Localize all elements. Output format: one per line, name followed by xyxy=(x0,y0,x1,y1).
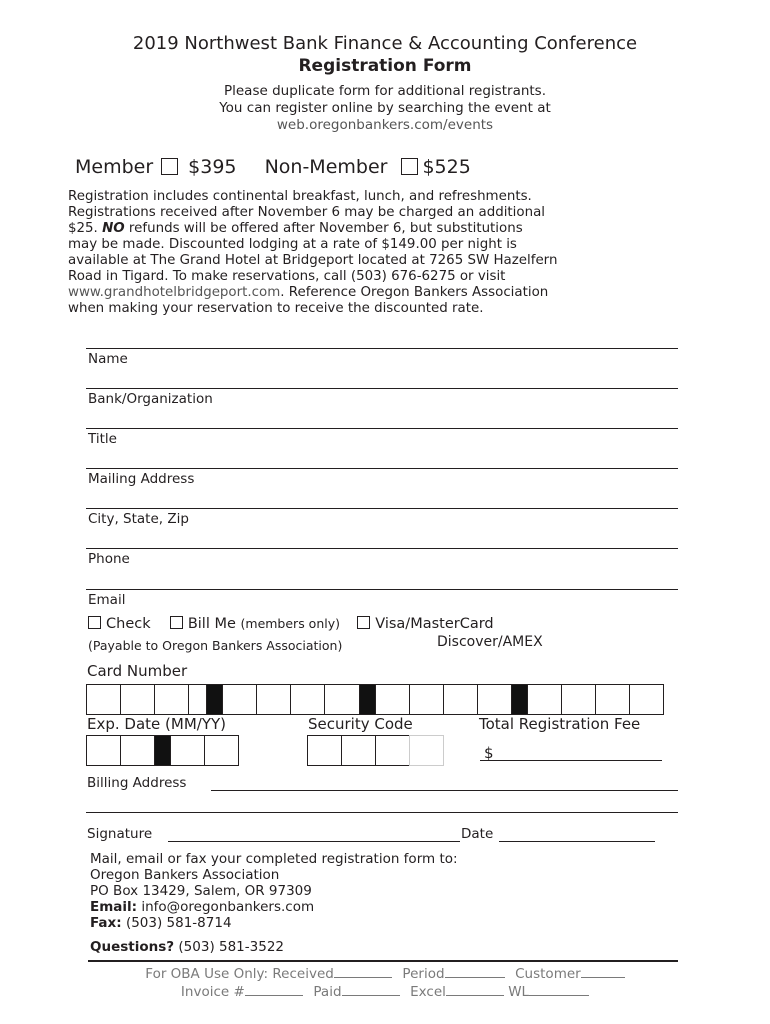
excel-blank[interactable] xyxy=(446,983,504,996)
received-label: Received xyxy=(272,966,334,982)
card-digit-box[interactable] xyxy=(561,684,596,715)
card-digit-box[interactable] xyxy=(256,684,291,715)
card-separator xyxy=(359,684,376,715)
info-text: refunds will be offered after November 6, but substitutions xyxy=(124,221,523,236)
billing-address-label: Billing Address xyxy=(87,775,187,791)
card-digit-box[interactable] xyxy=(527,684,562,715)
bank-label: Bank/Organization xyxy=(88,391,213,407)
excel-label: Excel xyxy=(410,984,446,1000)
phone-label: Phone xyxy=(88,551,130,567)
customer-label: Customer xyxy=(515,966,581,982)
hotel-link[interactable]: www.grandhotelbridgeport.com xyxy=(68,285,281,300)
pricing-row xyxy=(75,156,471,178)
email-field[interactable] xyxy=(86,589,678,590)
office-use-label: For OBA Use Only: xyxy=(145,966,269,982)
info-text: . Reference Oregon Bankers Association xyxy=(280,285,549,300)
info-line: available at The Grand Hotel at Bridgeport located at 7265 SW Hazelfern xyxy=(68,253,558,268)
exp-digit-box[interactable] xyxy=(204,735,239,766)
exp-date-label: Exp. Date (MM/YY) xyxy=(87,715,226,733)
invoice-label: Invoice # xyxy=(180,984,245,1000)
security-code-boxes[interactable] xyxy=(307,735,443,766)
paid-label: Paid xyxy=(313,984,342,1000)
questions-heading: Questions? xyxy=(90,939,175,955)
org-name: Oregon Bankers Association xyxy=(90,867,280,883)
security-digit-box[interactable] xyxy=(307,735,342,766)
exp-separator xyxy=(154,735,171,766)
total-fee-label: Total Registration Fee xyxy=(479,715,641,733)
wl-label: WL xyxy=(508,984,530,1000)
card-digit-box[interactable] xyxy=(595,684,630,715)
registration-info xyxy=(68,189,708,317)
address-label: Mailing Address xyxy=(88,471,195,487)
org-fax xyxy=(90,915,458,931)
total-fee-field[interactable] xyxy=(480,760,662,761)
card-separator xyxy=(511,684,528,715)
signature-field[interactable] xyxy=(168,841,460,842)
card-digit-box[interactable] xyxy=(188,684,207,715)
exp-date-boxes[interactable] xyxy=(86,735,238,766)
paid-blank[interactable] xyxy=(342,983,400,996)
period-blank[interactable] xyxy=(445,965,505,978)
billing-address-field-2[interactable] xyxy=(86,812,678,813)
exp-digit-box[interactable] xyxy=(86,735,121,766)
billing-address-field[interactable] xyxy=(211,790,678,791)
signature-label: Signature xyxy=(87,826,153,842)
address-field[interactable] xyxy=(86,468,678,469)
date-field[interactable] xyxy=(499,841,655,842)
nonmember-checkbox[interactable] xyxy=(401,158,418,175)
bank-field[interactable] xyxy=(86,388,678,389)
card-digit-box[interactable] xyxy=(629,684,664,715)
card-digit-box[interactable] xyxy=(120,684,155,715)
email-label: Email xyxy=(88,592,126,608)
questions-phone: (503) 581-3522 xyxy=(174,939,285,955)
dollar-sign: $ xyxy=(484,744,494,762)
members-only-note: (members only) xyxy=(240,616,341,631)
name-field[interactable] xyxy=(86,348,678,349)
instruction-online: You can register online by searching the event at xyxy=(219,100,551,116)
card-number-boxes[interactable] xyxy=(86,684,663,715)
exp-digit-box[interactable] xyxy=(170,735,205,766)
mailing-info xyxy=(90,851,458,931)
info-line: Registrations received after November 6 may be charged an additional xyxy=(68,205,545,220)
card-number-label: Card Number xyxy=(87,662,188,680)
mail-instructions: Mail, email or fax your completed registration form to: xyxy=(90,851,458,867)
received-blank[interactable] xyxy=(334,965,392,978)
period-label: Period xyxy=(402,966,445,982)
org-email xyxy=(90,899,458,915)
member-price: $395 xyxy=(188,156,237,178)
card-digit-box[interactable] xyxy=(290,684,325,715)
wl-blank[interactable] xyxy=(529,983,589,996)
billme-checkbox[interactable] xyxy=(170,616,183,629)
info-line xyxy=(68,285,708,301)
card-digit-box[interactable] xyxy=(409,684,444,715)
security-code-label: Security Code xyxy=(308,715,413,733)
invoice-blank[interactable] xyxy=(245,983,303,996)
card-digit-box[interactable] xyxy=(477,684,512,715)
customer-blank[interactable] xyxy=(581,965,625,978)
phone-field[interactable] xyxy=(86,548,678,549)
email-value[interactable]: info@oregonbankers.com xyxy=(137,899,315,915)
card-separator xyxy=(206,684,223,715)
card-digit-box[interactable] xyxy=(86,684,121,715)
check-label: Check xyxy=(106,616,151,632)
instruction-duplicate: Please duplicate form for additional registrants. xyxy=(223,83,547,99)
office-use-section xyxy=(0,965,770,1001)
instructions xyxy=(0,83,770,134)
visa-checkbox[interactable] xyxy=(357,616,370,629)
payment-options xyxy=(88,616,494,632)
form-title: Registration Form xyxy=(298,56,472,76)
no-refunds-emphasis: NO xyxy=(102,221,125,236)
email-heading: Email: xyxy=(90,899,138,915)
info-line: may be made. Discounted lodging at a rate of $149.00 per night is xyxy=(68,237,517,252)
org-address: PO Box 13429, Salem, OR 97309 xyxy=(90,883,312,899)
card-digit-box[interactable] xyxy=(154,684,189,715)
events-link[interactable]: web.oregonbankers.com/events xyxy=(276,117,494,133)
exp-digit-box[interactable] xyxy=(120,735,155,766)
member-checkbox[interactable] xyxy=(161,158,178,175)
date-label: Date xyxy=(461,826,494,842)
nonmember-label: Non-Member xyxy=(264,156,388,178)
member-label: Member xyxy=(75,156,154,178)
check-checkbox[interactable] xyxy=(88,616,101,629)
fax-heading: Fax: xyxy=(90,915,122,931)
office-divider xyxy=(88,960,678,962)
info-line: Registration includes continental breakfast, lunch, and refreshments. xyxy=(68,189,532,204)
security-digit-box[interactable] xyxy=(341,735,376,766)
info-line xyxy=(68,221,708,237)
office-use-row-1 xyxy=(0,965,770,983)
info-text: $25. xyxy=(68,221,103,236)
info-line: when making your reservation to receive the discounted rate. xyxy=(68,301,484,316)
billme-label: Bill Me xyxy=(187,616,236,632)
info-line: Road in Tigard. To make reservations, call (503) 676-6275 or visit xyxy=(68,269,506,284)
title-label: Title xyxy=(88,431,117,447)
payable-note: (Payable to Oregon Bankers Association) xyxy=(88,638,343,653)
discover-label: Discover/AMEX xyxy=(437,634,543,650)
fax-value: (503) 581-8714 xyxy=(121,915,232,931)
card-digit-box[interactable] xyxy=(222,684,257,715)
card-digit-box[interactable] xyxy=(443,684,478,715)
card-digit-box[interactable] xyxy=(375,684,410,715)
security-digit-box[interactable] xyxy=(409,735,444,766)
city-field[interactable] xyxy=(86,508,678,509)
card-digit-box[interactable] xyxy=(324,684,360,715)
nonmember-price: $525 xyxy=(422,156,471,178)
office-use-row-2 xyxy=(0,983,770,1001)
questions xyxy=(90,939,284,955)
name-label: Name xyxy=(88,351,128,367)
conference-title: 2019 Northwest Bank Finance & Accounting Conference xyxy=(132,33,638,54)
security-digit-box[interactable] xyxy=(375,735,410,766)
title-field[interactable] xyxy=(86,428,678,429)
visa-label: Visa/MasterCard xyxy=(375,616,494,632)
city-label: City, State, Zip xyxy=(88,511,189,527)
